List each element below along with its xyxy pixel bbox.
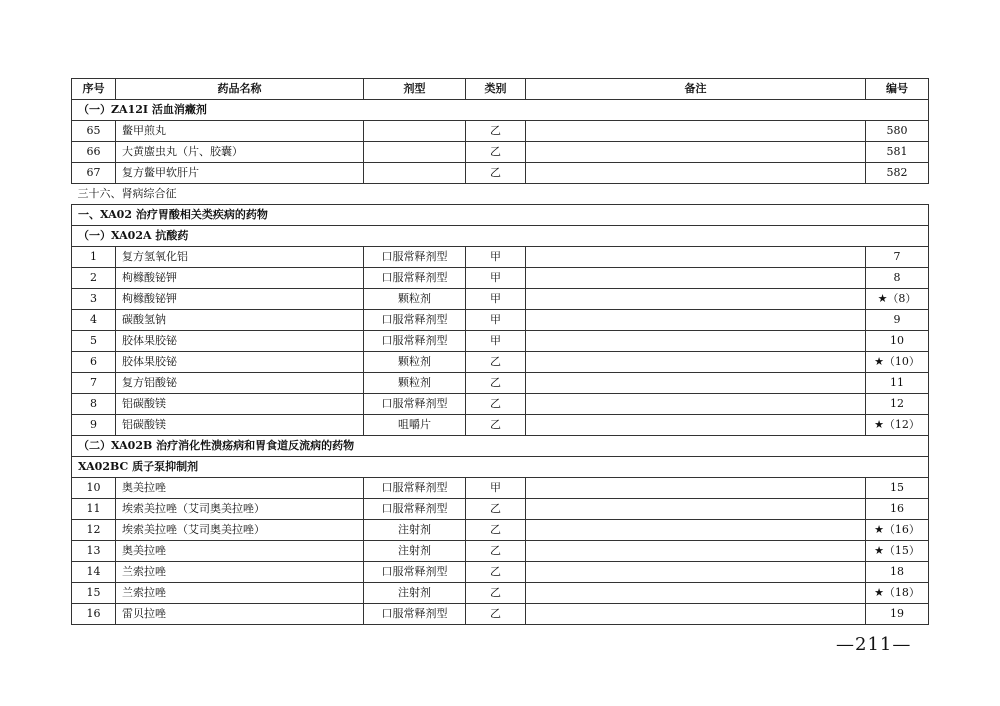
note-cell	[526, 499, 866, 520]
category-cell: 甲	[466, 289, 526, 310]
form-cell: 咀嚼片	[364, 415, 466, 436]
form-cell	[364, 121, 466, 142]
note-cell	[526, 352, 866, 373]
category-heading: 三十六、肾病综合征	[72, 184, 929, 205]
form-cell: 口服常释剂型	[364, 604, 466, 625]
table-row	[72, 352, 929, 373]
category-cell: 乙	[466, 415, 526, 436]
seq-cell: 11	[72, 499, 116, 520]
name-cell: 埃索美拉唑（艾司奥美拉唑）	[116, 499, 364, 520]
code-cell: 9	[866, 310, 929, 331]
section-row	[72, 436, 929, 457]
seq-cell: 66	[72, 142, 116, 163]
seq-cell: 1	[72, 247, 116, 268]
code-cell: 12	[866, 394, 929, 415]
table-row	[72, 247, 929, 268]
note-cell	[526, 268, 866, 289]
form-cell: 口服常释剂型	[364, 331, 466, 352]
code-cell: 19	[866, 604, 929, 625]
note-cell	[526, 520, 866, 541]
category-cell: 甲	[466, 331, 526, 352]
note-cell	[526, 394, 866, 415]
code-cell: 10	[866, 331, 929, 352]
seq-cell: 15	[72, 583, 116, 604]
note-cell	[526, 331, 866, 352]
code-cell: 16	[866, 499, 929, 520]
header-category: 类别	[466, 79, 526, 100]
code-cell: 8	[866, 268, 929, 289]
name-cell: 枸橼酸铋钾	[116, 289, 364, 310]
category-cell: 甲	[466, 247, 526, 268]
note-cell	[526, 310, 866, 331]
seq-cell: 2	[72, 268, 116, 289]
category-cell: 乙	[466, 541, 526, 562]
header-row	[72, 79, 929, 100]
table-row	[72, 394, 929, 415]
seq-cell: 16	[72, 604, 116, 625]
note-cell	[526, 121, 866, 142]
table-row	[72, 121, 929, 142]
table-row	[72, 562, 929, 583]
category-cell: 乙	[466, 373, 526, 394]
seq-cell: 7	[72, 373, 116, 394]
table-row	[72, 331, 929, 352]
code-cell: 581	[866, 142, 929, 163]
drug-table	[71, 78, 929, 625]
category-cell: 甲	[466, 310, 526, 331]
table-row	[72, 520, 929, 541]
name-cell: 兰索拉唑	[116, 562, 364, 583]
section-title: 一、XA02 治疗胃酸相关类疾病的药物	[72, 205, 929, 226]
category-cell: 乙	[466, 163, 526, 184]
form-cell: 口服常释剂型	[364, 247, 466, 268]
note-cell	[526, 583, 866, 604]
name-cell: 碳酸氢钠	[116, 310, 364, 331]
form-cell: 口服常释剂型	[364, 478, 466, 499]
code-cell: 580	[866, 121, 929, 142]
note-cell	[526, 478, 866, 499]
seq-cell: 5	[72, 331, 116, 352]
seq-cell: 8	[72, 394, 116, 415]
category-cell: 乙	[466, 142, 526, 163]
table-row	[72, 604, 929, 625]
seq-cell: 10	[72, 478, 116, 499]
table-row	[72, 142, 929, 163]
name-cell: 大黄䗪虫丸（片、胶囊）	[116, 142, 364, 163]
name-cell: 枸橼酸铋钾	[116, 268, 364, 289]
code-cell: ★（8）	[866, 289, 929, 310]
name-cell: 雷贝拉唑	[116, 604, 364, 625]
form-cell: 口服常释剂型	[364, 562, 466, 583]
seq-cell: 9	[72, 415, 116, 436]
name-cell: 胶体果胶铋	[116, 352, 364, 373]
code-cell: 11	[866, 373, 929, 394]
seq-cell: 6	[72, 352, 116, 373]
seq-cell: 65	[72, 121, 116, 142]
code-cell: 18	[866, 562, 929, 583]
note-cell	[526, 163, 866, 184]
note-cell	[526, 541, 866, 562]
table-row	[72, 289, 929, 310]
form-cell	[364, 142, 466, 163]
table-row	[72, 583, 929, 604]
code-cell: ★（15）	[866, 541, 929, 562]
header-seq: 序号	[72, 79, 116, 100]
section-title: XA02BC 质子泵抑制剂	[72, 457, 929, 478]
header-note: 备注	[526, 79, 866, 100]
category-heading-row	[72, 184, 929, 205]
section-row	[72, 457, 929, 478]
name-cell: 铝碳酸镁	[116, 394, 364, 415]
note-cell	[526, 562, 866, 583]
seq-cell: 12	[72, 520, 116, 541]
seq-cell: 3	[72, 289, 116, 310]
section-title: （一）ZA12I 活血消癥剂	[72, 100, 929, 121]
code-cell: ★（16）	[866, 520, 929, 541]
name-cell: 奥美拉唑	[116, 541, 364, 562]
section-title: （二）XA02B 治疗消化性溃疡病和胃食道反流病的药物	[72, 436, 929, 457]
table-row	[72, 499, 929, 520]
name-cell: 复方铝酸铋	[116, 373, 364, 394]
code-cell: 7	[866, 247, 929, 268]
table-row	[72, 268, 929, 289]
code-cell: 15	[866, 478, 929, 499]
name-cell: 鳖甲煎丸	[116, 121, 364, 142]
category-cell: 乙	[466, 352, 526, 373]
header-name: 药品名称	[116, 79, 364, 100]
name-cell: 复方氢氧化铝	[116, 247, 364, 268]
name-cell: 兰索拉唑	[116, 583, 364, 604]
page-number: —211—	[836, 634, 912, 655]
form-cell: 口服常释剂型	[364, 394, 466, 415]
note-cell	[526, 142, 866, 163]
seq-cell: 13	[72, 541, 116, 562]
category-cell: 甲	[466, 478, 526, 499]
category-cell: 乙	[466, 604, 526, 625]
section-title: （一）XA02A 抗酸药	[72, 226, 929, 247]
seq-cell: 67	[72, 163, 116, 184]
note-cell	[526, 604, 866, 625]
form-cell	[364, 163, 466, 184]
form-cell: 颗粒剂	[364, 352, 466, 373]
name-cell: 埃索美拉唑（艾司奥美拉唑）	[116, 520, 364, 541]
section-row	[72, 100, 929, 121]
name-cell: 铝碳酸镁	[116, 415, 364, 436]
note-cell	[526, 415, 866, 436]
code-cell: 582	[866, 163, 929, 184]
header-form: 剂型	[364, 79, 466, 100]
table-row	[72, 478, 929, 499]
category-cell: 乙	[466, 520, 526, 541]
section-row	[72, 205, 929, 226]
note-cell	[526, 373, 866, 394]
category-cell: 乙	[466, 562, 526, 583]
code-cell: ★（12）	[866, 415, 929, 436]
table-row	[72, 310, 929, 331]
category-cell: 乙	[466, 394, 526, 415]
table-row	[72, 163, 929, 184]
category-cell: 乙	[466, 583, 526, 604]
category-cell: 甲	[466, 268, 526, 289]
form-cell: 颗粒剂	[364, 373, 466, 394]
form-cell: 口服常释剂型	[364, 499, 466, 520]
form-cell: 注射剂	[364, 541, 466, 562]
form-cell: 注射剂	[364, 583, 466, 604]
category-cell: 乙	[466, 121, 526, 142]
table-row	[72, 373, 929, 394]
code-cell: ★（10）	[866, 352, 929, 373]
note-cell	[526, 247, 866, 268]
header-code: 编号	[866, 79, 929, 100]
form-cell: 口服常释剂型	[364, 268, 466, 289]
seq-cell: 14	[72, 562, 116, 583]
category-cell: 乙	[466, 499, 526, 520]
code-cell: ★（18）	[866, 583, 929, 604]
form-cell: 口服常释剂型	[364, 310, 466, 331]
form-cell: 注射剂	[364, 520, 466, 541]
note-cell	[526, 289, 866, 310]
seq-cell: 4	[72, 310, 116, 331]
name-cell: 奥美拉唑	[116, 478, 364, 499]
section-row	[72, 226, 929, 247]
name-cell: 胶体果胶铋	[116, 331, 364, 352]
name-cell: 复方鳖甲软肝片	[116, 163, 364, 184]
table-row	[72, 415, 929, 436]
form-cell: 颗粒剂	[364, 289, 466, 310]
table-row	[72, 541, 929, 562]
